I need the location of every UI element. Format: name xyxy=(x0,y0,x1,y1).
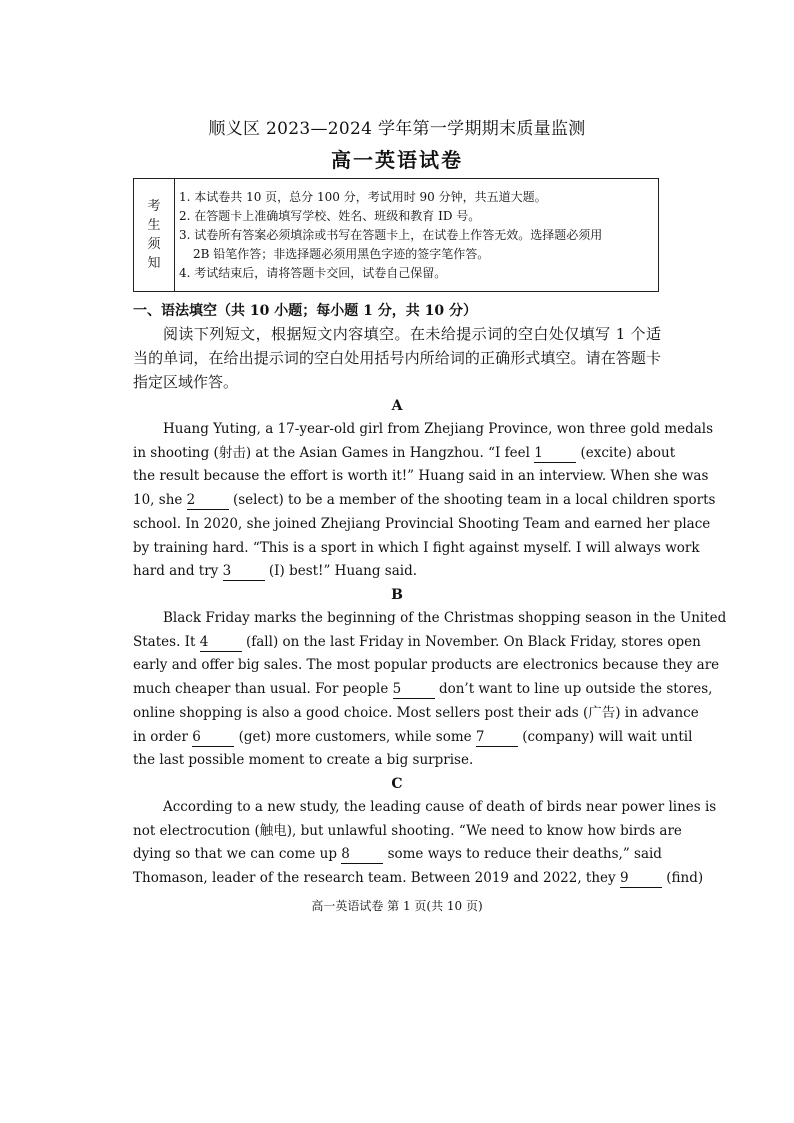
passage-line: According to a new study, the leading cause of death of birds near power lines is xyxy=(163,799,717,815)
passage-line: much cheaper than usual. For people 5 don’t want to line up outside the stores, xyxy=(133,681,713,698)
passage-a-letter: A xyxy=(391,398,403,414)
answer-blank-1[interactable]: 1 xyxy=(534,445,576,463)
passage-c-letter: C xyxy=(391,776,403,792)
passage-line: 10, she 2 (select) to be a member of the shooting team in a local children sports xyxy=(133,492,716,509)
passage-b-letter: B xyxy=(391,587,403,603)
notice-label-char: 知 xyxy=(147,256,161,271)
answer-blank-7[interactable]: 7 xyxy=(476,729,518,747)
page-footer: 高一英语试卷 第 1 页(共 10 页) xyxy=(311,899,483,913)
passage-c xyxy=(133,796,717,891)
passage-line: Huang Yuting, a 17-year-old girl from Zhejiang Province, won three gold medals xyxy=(163,421,714,437)
notice-item-continuation: 2B 铅笔作答；非选择题必须用黑色字迹的签字笔作答。 xyxy=(193,247,490,261)
passage-line: hard and try 3 (I) best!” Huang said. xyxy=(133,563,418,580)
answer-blank-4[interactable]: 4 xyxy=(200,634,242,652)
answer-blank-9[interactable]: 9 xyxy=(620,870,662,888)
notice-item: 2. 在答题卡上准确填写学校、姓名、班级和教育 ID 号。 xyxy=(179,209,481,223)
notice-item: 3. 试卷所有答案必须填涂或书写在答题卡上，在试卷上作答无效。选择题必须用 xyxy=(179,228,603,242)
answer-blank-6[interactable]: 6 xyxy=(192,729,234,747)
answer-blank-2[interactable]: 2 xyxy=(187,492,229,510)
passage-line: not electrocution (触电), but unlawful shooting. “We need to know how birds are xyxy=(133,822,682,839)
answer-blank-5[interactable]: 5 xyxy=(393,681,435,699)
notice-label-char: 须 xyxy=(147,237,161,252)
answer-blank-3[interactable]: 3 xyxy=(223,563,265,581)
exam-title: 顺义区 2023—2024 学年第一学期期末质量监测 xyxy=(208,119,586,139)
passage-a xyxy=(133,418,716,584)
passage-line: by training hard. “This is a sport in which I fight against myself. I will always work xyxy=(133,539,700,556)
notice-item: 4. 考试结束后，请将答题卡交回，试卷自己保留。 xyxy=(179,266,447,280)
passage-line: school. In 2020, she joined Zhejiang Provincial Shooting Team and earned her place xyxy=(133,515,711,532)
notice-label xyxy=(134,179,175,291)
passage-line: in order 6 (get) more customers, while some 7 (company) will wait until xyxy=(133,728,693,745)
section-instruction: 阅读下列短文，根据短文内容填空。在未给提示词的空白处仅填写 1 个适当的单词，在给出提示词的空白处用括号内所给词的正确形式填空。请在答题卡指定区域作答。 xyxy=(133,325,661,391)
passage-line: Thomason, leader of the research team. Between 2019 and 2022, they 9 (find) xyxy=(133,870,704,887)
exam-subtitle: 高一英语试卷 xyxy=(331,148,463,172)
section-heading: 一、语法填空（共 10 小题；每小题 1 分，共 10 分） xyxy=(133,303,477,319)
passage-line: States. It 4 (fall) on the last Friday in November. On Black Friday, stores open xyxy=(133,633,701,650)
passage-line: the last possible moment to create a big surprise. xyxy=(133,752,474,769)
candidate-notice-box xyxy=(133,178,659,292)
passage-b xyxy=(133,607,727,773)
answer-blank-8[interactable]: 8 xyxy=(341,846,383,864)
notice-item: 1. 本试卷共 10 页，总分 100 分，考试用时 90 分钟，共五道大题。 xyxy=(179,190,547,204)
notice-label-char: 生 xyxy=(147,218,161,233)
passage-line: early and offer big sales. The most popular products are electronics because they are xyxy=(133,657,720,674)
passage-line: dying so that we can come up 8 some ways to reduce their deaths,” said xyxy=(133,846,662,863)
notice-label-char: 考 xyxy=(147,199,161,214)
passage-line: in shooting (射击) at the Asian Games in Hangzhou. “I feel 1 (excite) about xyxy=(133,444,676,461)
passage-line: online shopping is also a good choice. Most sellers post their ads (广告) in advance xyxy=(133,704,699,721)
notice-items xyxy=(175,179,658,291)
passage-line: the result because the effort is worth it!” Huang said in an interview. When she was xyxy=(133,468,709,485)
passage-line: Black Friday marks the beginning of the Christmas shopping season in the United xyxy=(163,610,727,626)
